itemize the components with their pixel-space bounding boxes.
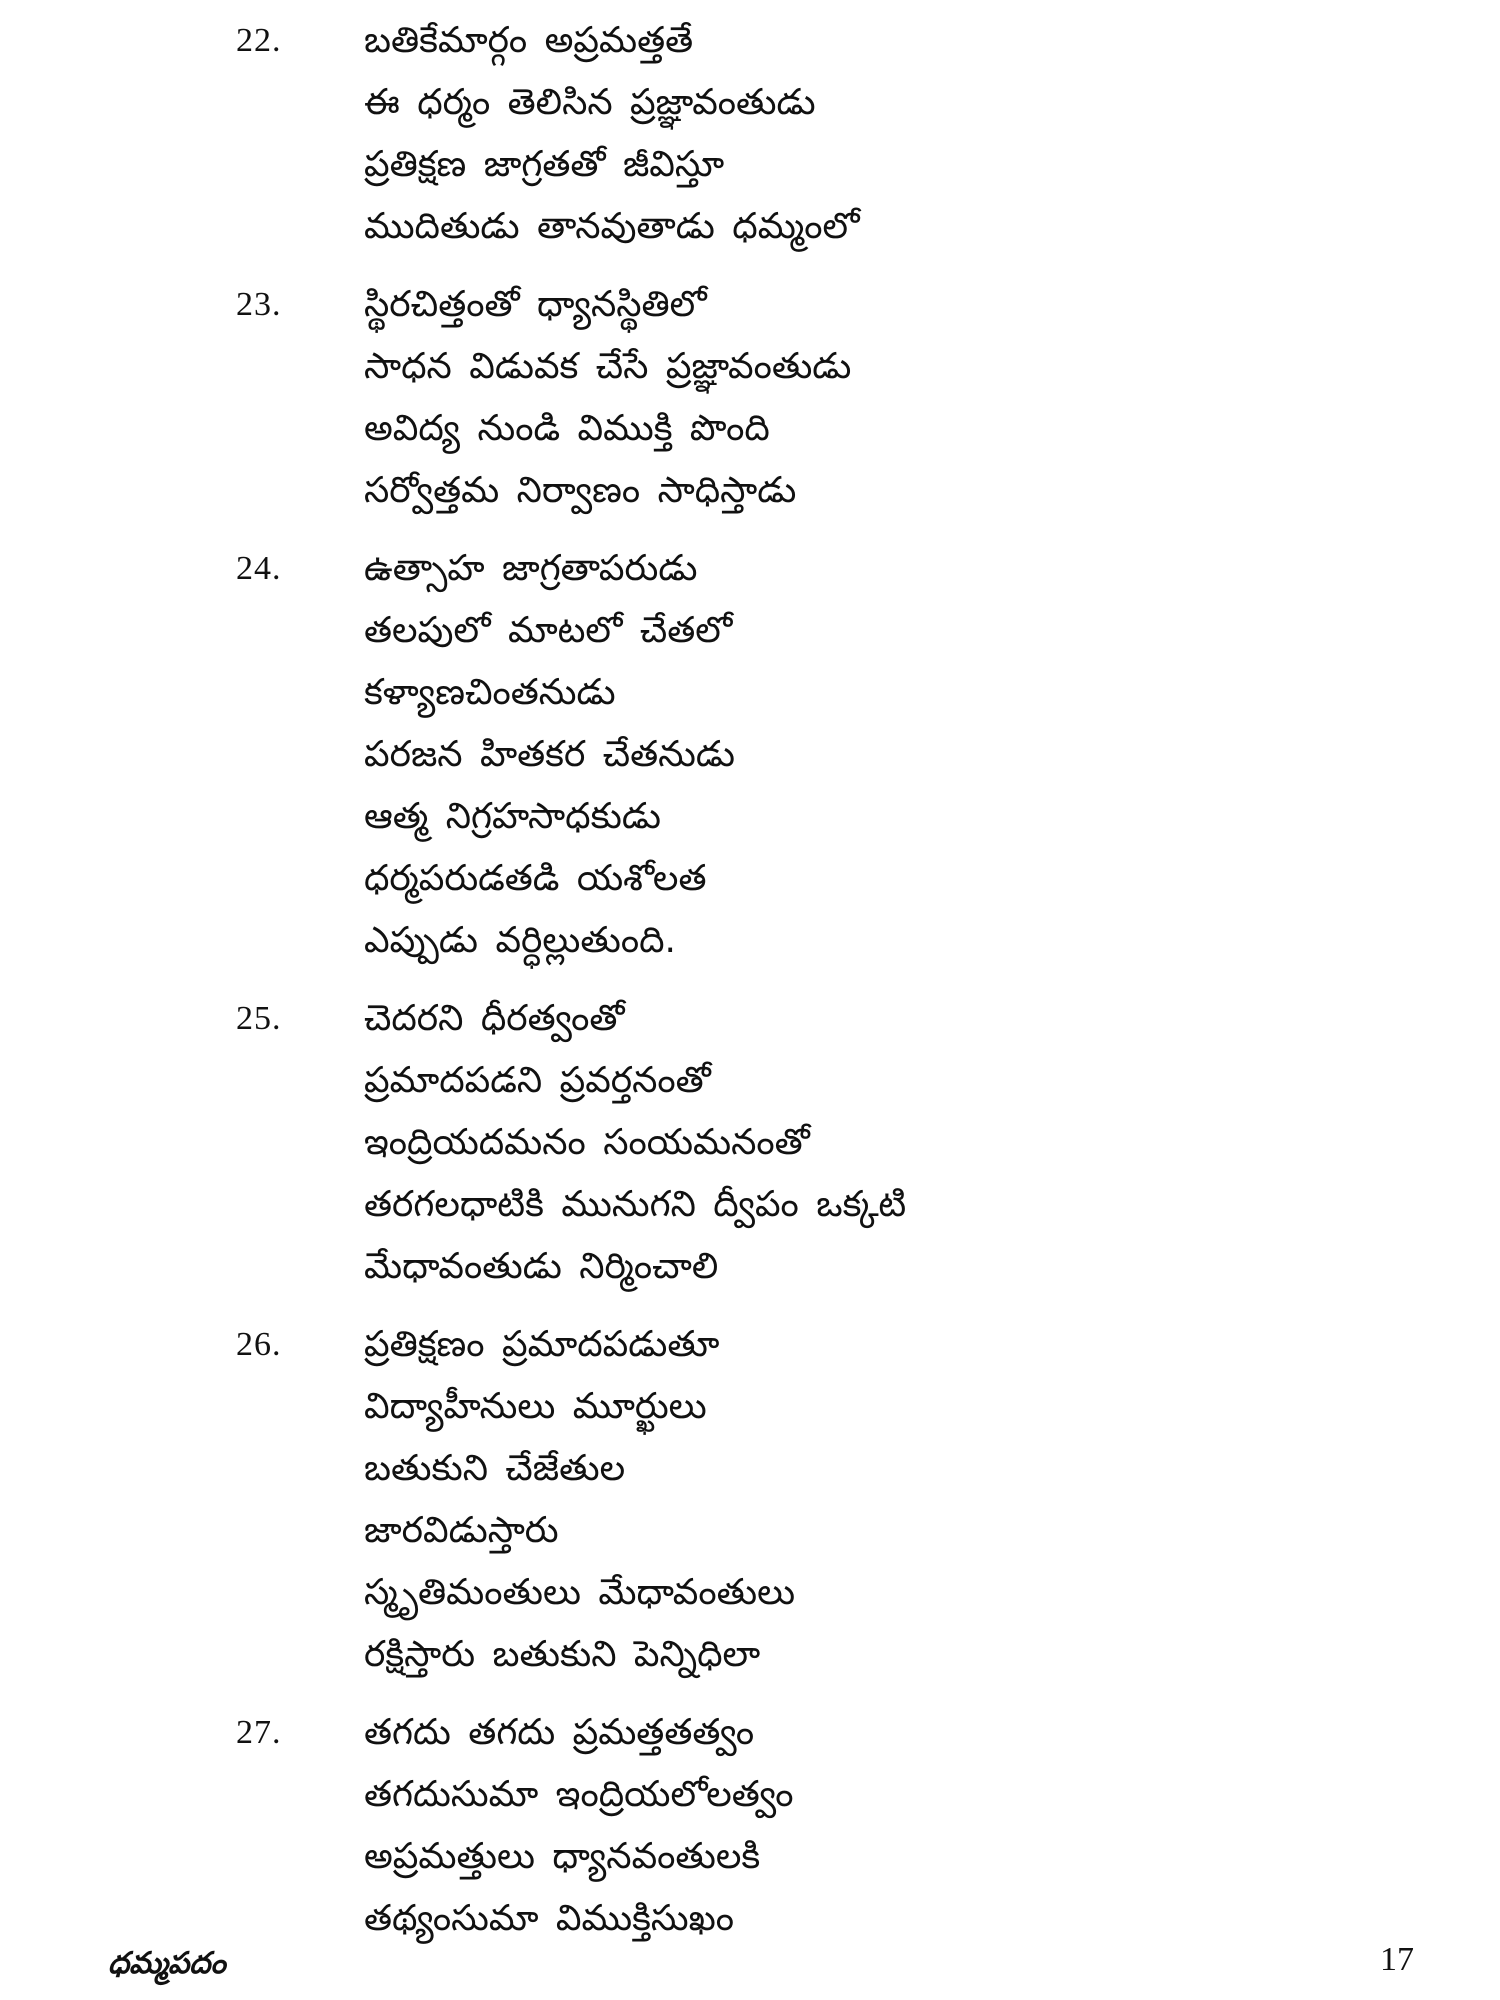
verse-line: తథ్యంసుమా విముక్తిసుఖం	[364, 1898, 735, 1939]
verse-line: ఉత్సాహ జాగ్రతాపరుడు	[364, 548, 698, 589]
footer-book-title: ధమ్మపదం	[108, 1946, 226, 1981]
verse-line: ముదితుడు తానవుతాడు ధమ్మంలో	[364, 206, 860, 247]
verse-line: తలపులో మాటలో చేతలో	[364, 610, 733, 651]
verse-line: ఈ ధర్మం తెలిసిన ప్రజ్ఞావంతుడు	[364, 82, 816, 123]
verse-line: విద్యాహీనులు మూర్ఖులు	[364, 1386, 707, 1427]
verse-line: పరజన హితకర చేతనుడు	[364, 734, 735, 775]
page-number: 17	[1380, 1941, 1414, 1978]
verse-line: స్మృతిమంతులు మేధావంతులు	[364, 1572, 796, 1613]
verse-line: అవిద్య నుండి విముక్తి పొంది	[364, 408, 770, 449]
verse-line: ఆత్మ నిగ్రహసాధకుడు	[364, 796, 661, 837]
verse-line: ప్రమాదపడని ప్రవర్తనంతో	[364, 1060, 711, 1101]
verse-block	[236, 274, 1336, 522]
verse-line: తగదు తగదు ప్రమత్తతత్వం	[364, 1712, 755, 1753]
verse-block	[236, 10, 1336, 258]
verse-list	[236, 10, 1336, 1966]
verse-line: బతికేమార్గం అప్రమత్తతే	[364, 20, 694, 61]
verse-line: తగదుసుమా ఇంద్రియలోలత్వం	[364, 1774, 794, 1815]
verse-line: సర్వోత్తమ నిర్వాణం సాధిస్తాడు	[364, 470, 797, 511]
verse-block	[236, 538, 1336, 972]
verse-number: 22.	[236, 22, 282, 59]
verse-line: చెదరని ధీరత్వంతో	[364, 998, 625, 1039]
verse-line: ఎప్పుడు వర్ధిల్లుతుంది.	[364, 920, 676, 961]
verse-line: రక్షిస్తారు బతుకుని పెన్నిధిలా	[364, 1634, 761, 1675]
verse-line: స్థిరచిత్తంతో ధ్యానస్థితిలో	[364, 284, 707, 325]
verse-lines	[364, 988, 1336, 1298]
verse-block	[236, 1702, 1336, 1950]
verse-lines	[364, 10, 1336, 258]
verse-line: సాధన విడువక చేసే ప్రజ్ఞావంతుడు	[364, 346, 852, 387]
verse-number: 24.	[236, 550, 282, 587]
verse-lines	[364, 1702, 1336, 1950]
verse-line: ప్రతిక్షణ జాగ్రతతో జీవిస్తూ	[364, 144, 725, 185]
verse-line: మేధావంతుడు నిర్మించాలి	[364, 1246, 719, 1287]
verse-lines	[364, 274, 1336, 522]
verse-number: 25.	[236, 1000, 282, 1037]
verse-block	[236, 988, 1336, 1298]
verse-block	[236, 1314, 1336, 1686]
verse-line: ఇంద్రియదమనం సంయమనంతో	[364, 1122, 810, 1163]
verse-number: 26.	[236, 1326, 282, 1363]
verse-line: బతుకుని చేజేతుల	[364, 1448, 626, 1489]
verse-line: ధర్మపరుడతడి యశోలత	[364, 858, 707, 899]
verse-line: తరగలధాటికి మునుగని ద్వీపం ఒక్కటి	[364, 1184, 907, 1225]
verse-line: ప్రతిక్షణం ప్రమాదపడుతూ	[364, 1324, 720, 1365]
verse-number: 23.	[236, 286, 282, 323]
verse-lines	[364, 538, 1336, 972]
verse-lines	[364, 1314, 1336, 1686]
verse-line: అప్రమత్తులు ధ్యానవంతులకి	[364, 1836, 761, 1877]
verse-line: జారవిడుస్తారు	[364, 1510, 559, 1551]
verse-number: 27.	[236, 1714, 282, 1751]
verse-line: కళ్యాణచింతనుడు	[364, 672, 616, 713]
